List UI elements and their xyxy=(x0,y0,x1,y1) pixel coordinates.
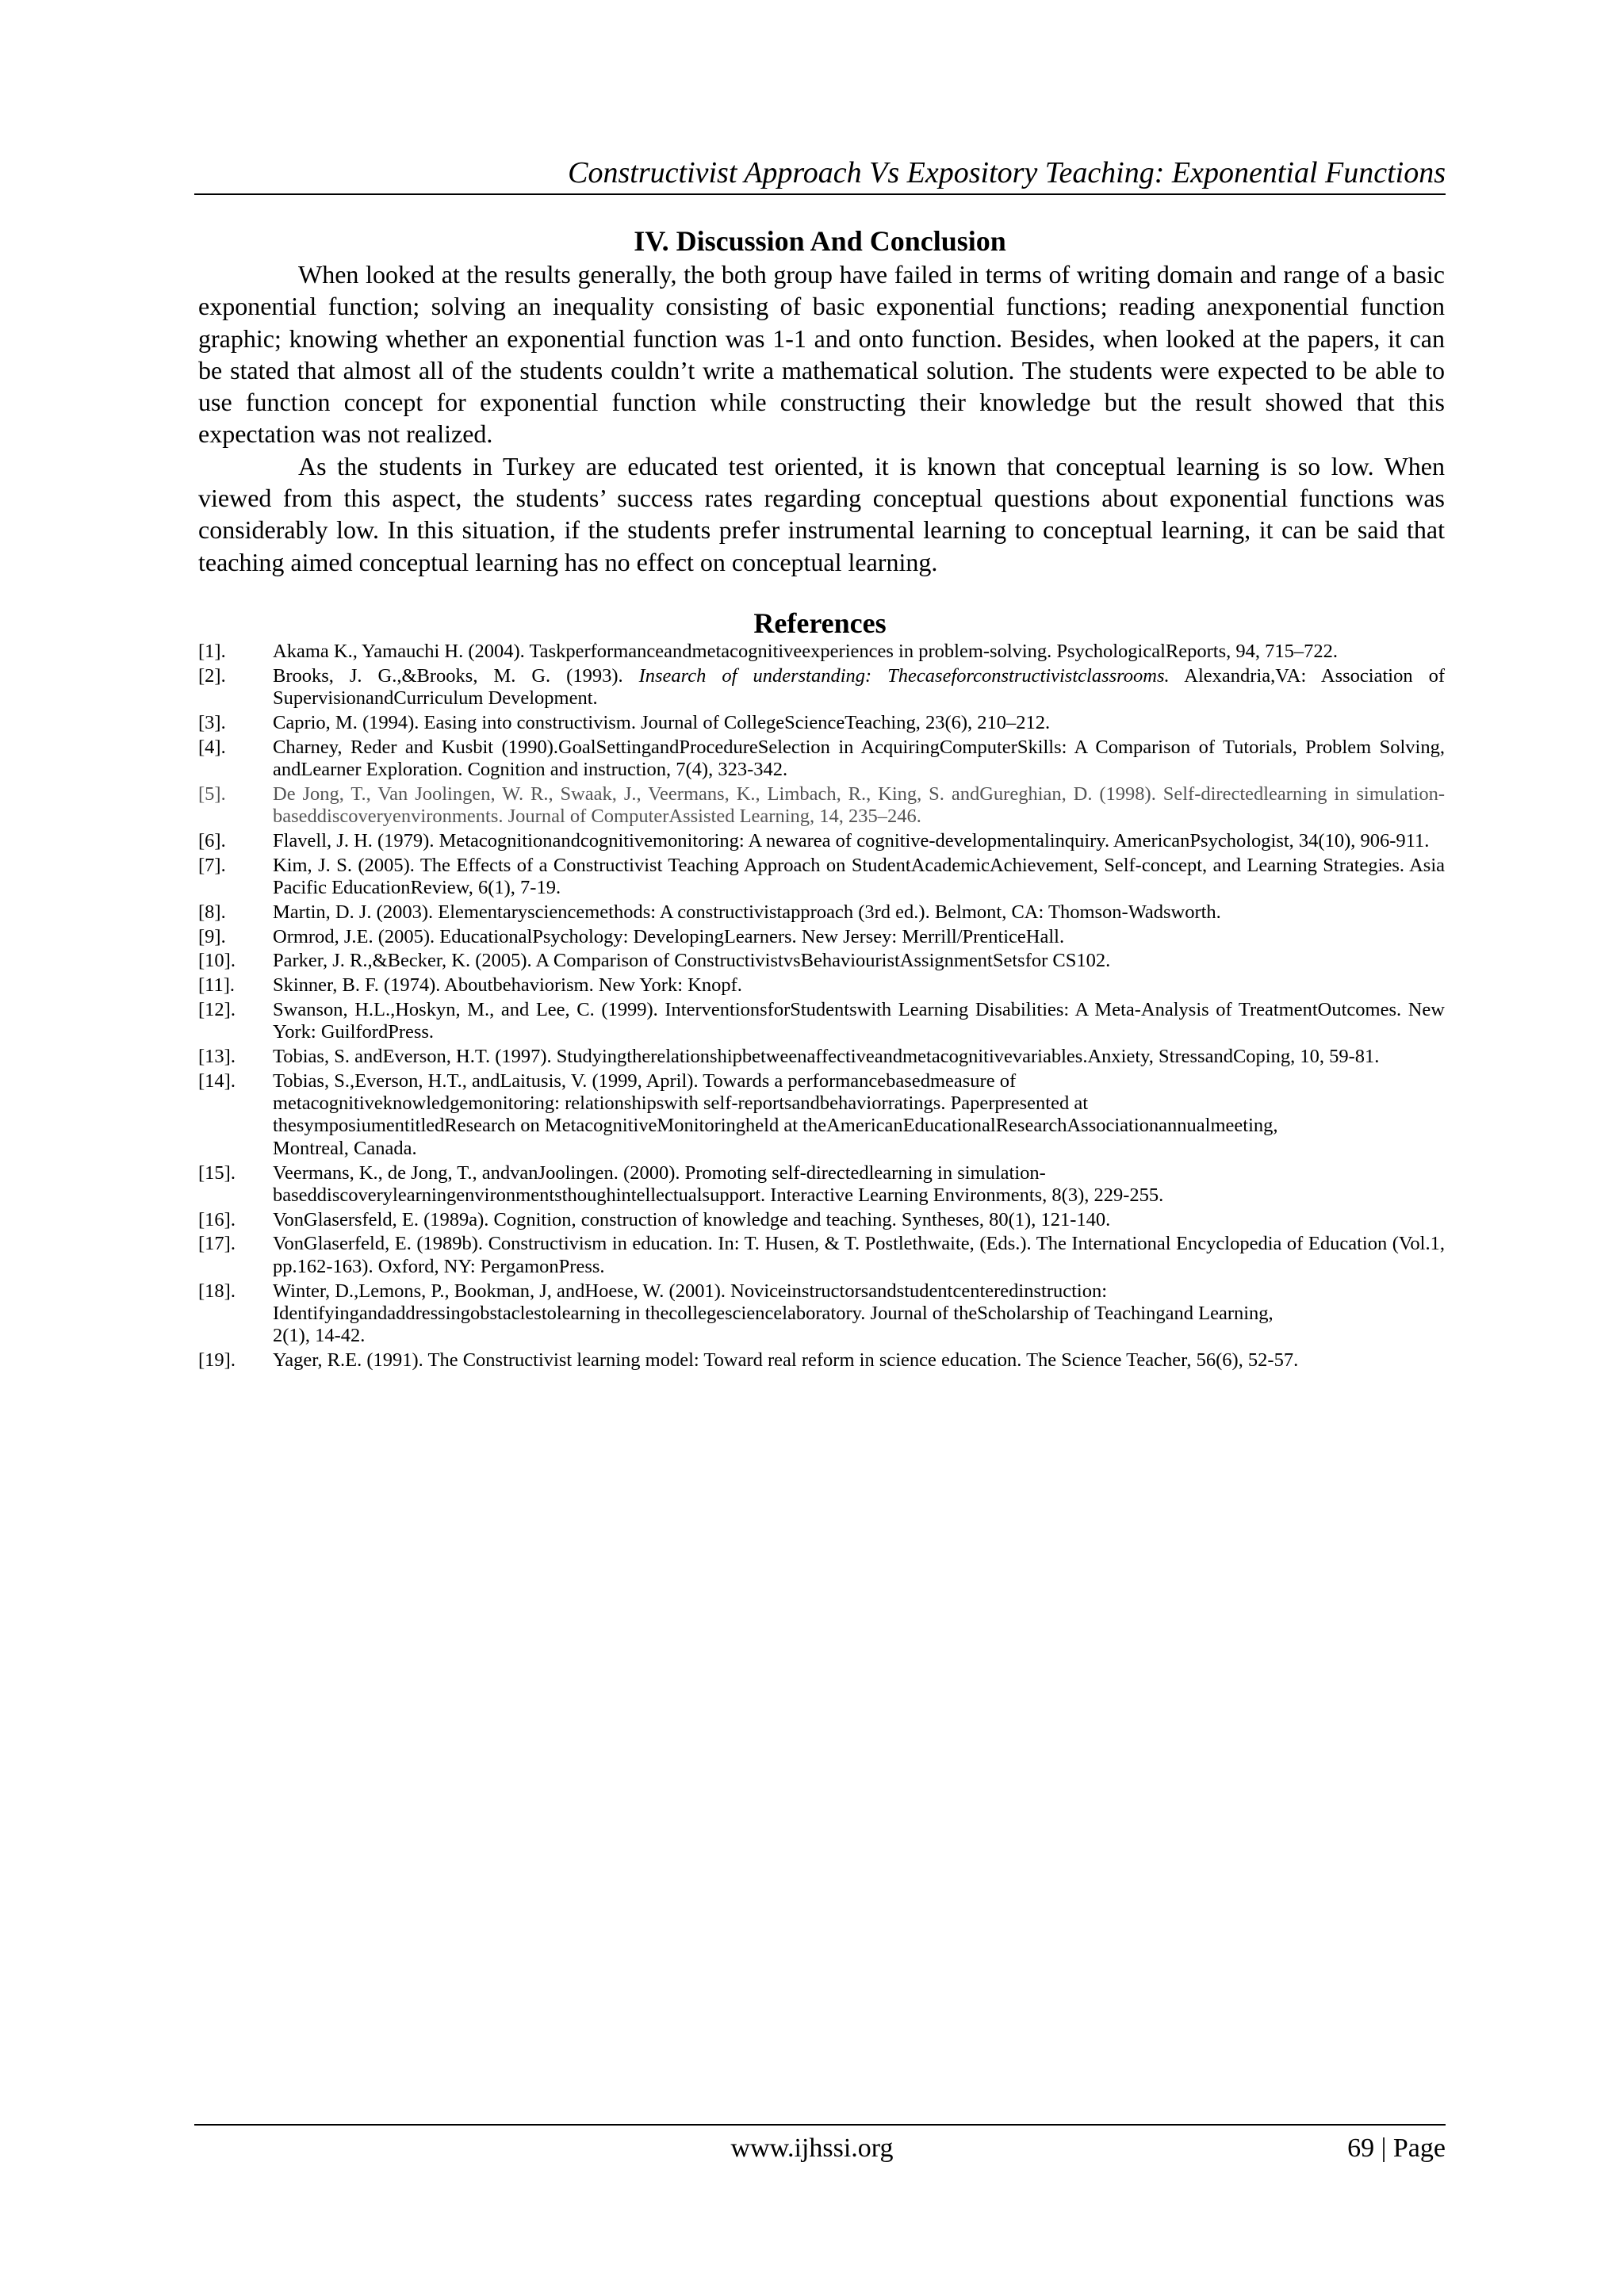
reference-text: Yager, R.E. (1991). The Constructivist learning model: Toward real reform in science education. The Science Teacher, 56(6), 52-57. xyxy=(273,1349,1299,1371)
reference-item xyxy=(198,737,1445,782)
reference-item xyxy=(198,1070,1445,1160)
reference-book-title: Insearch of understanding: Thecaseforconstructivistclassrooms. xyxy=(638,664,1170,687)
reference-number: [19]. xyxy=(198,1349,236,1371)
reference-item xyxy=(198,855,1445,900)
reference-text: Martin, D. J. (2003). Elementarysciencemethods: A constructivistapproach (3rd ed.). Belmont, CA: Thomson-Wadsworth. xyxy=(273,901,1221,923)
reference-text: Caprio, M. (1994). Easing into constructivism. Journal of CollegeScienceTeaching, 23(6), 210–212. xyxy=(273,711,1051,733)
reference-line: metacognitiveknowledgemonitoring: relationshipswith self-reportsandbehaviorratings. Paperpresented at xyxy=(273,1093,1089,1115)
reference-item xyxy=(198,641,1445,663)
reference-item xyxy=(198,926,1445,948)
footer-rule xyxy=(194,2124,1446,2126)
paragraph: As the students in Turkey are educated test oriented, it is known that conceptual learning is so low. When viewed from this aspect, the students’ success rates regarding conceptual questions about exponential functions was considerably low. In this situation, if the students prefer instrumental learning to conceptual learning, it can be said that teaching aimed conceptual learning has no effect on conceptual learning. xyxy=(198,451,1445,576)
reference-text: Tobias, S. andEverson, H.T. (1997). Studyingtherelationshipbetweenaffectiveandmetacognitivevariables.Anxiety, StressandCoping, 10, 59-81. xyxy=(273,1046,1380,1068)
reference-line: Identifyingandaddressingobstaclestolearning in thecollegesciencelaboratory. Journal of theScholarship of Teachingand Learning, xyxy=(273,1302,1274,1324)
reference-list xyxy=(198,641,1445,1374)
reference-text-part: Alexandria,VA: Association of SupervisionandCurriculum Development. xyxy=(273,664,1446,710)
reference-text: Kim, J. S. (2005). The Effects of a Constructivist Teaching Approach on StudentAcademicAchievement, Self-concept, and Learning Strategies. Asia Pacific EducationReview, 6(1), 7-19. xyxy=(273,854,1445,898)
reference-number: [16]. xyxy=(198,1208,236,1230)
reference-item xyxy=(198,974,1445,997)
reference-item xyxy=(198,665,1445,710)
reference-line: Montreal, Canada. xyxy=(273,1137,417,1159)
reference-text xyxy=(273,665,1445,710)
reference-text xyxy=(273,1070,1445,1160)
reference-item xyxy=(198,901,1445,924)
reference-item xyxy=(198,783,1445,828)
reference-text: Skinner, B. F. (1974). Aboutbehaviorism. New York: Knopf. xyxy=(273,974,742,997)
reference-number: [8]. xyxy=(198,901,226,923)
reference-number: [9]. xyxy=(198,925,226,947)
reference-line: baseddiscoverylearningenvironmentsthoughintellectualsupport. Interactive Learning Environments, 8(3), 229-255. xyxy=(273,1184,1164,1206)
reference-number: [12]. xyxy=(198,998,236,1020)
reference-item xyxy=(198,1209,1445,1231)
reference-line: Winter, D.,Lemons, P., Bookman, J, andHoese, W. (2001). Noviceinstructorsandstudentcenteredinstruction: xyxy=(273,1280,1108,1302)
paragraph: When looked at the results generally, the both group have failed in terms of writing domain and range of a basic exponential function; solving an inequality consisting of basic exponential functions; reading anexponential function graphic; knowing whether an exponential function was 1-1 and onto function. Besides, when looked at the papers, it can be stated that almost all of the students couldn’t write a mathematical solution. The students were expected to be able to use function concept for exponential function while constructing their knowledge but the result showed that this expectation was not realized. xyxy=(198,260,1445,449)
reference-text: Ormrod, J.E. (2005). EducationalPsychology: DevelopingLearners. New Jersey: Merrill/PrenticeHall. xyxy=(273,925,1065,947)
reference-line: Tobias, S.,Everson, H.T., andLaitusis, V. (1999, April). Towards a performancebasedmeasure of xyxy=(273,1070,1017,1092)
reference-number: [17]. xyxy=(198,1233,236,1255)
reference-item xyxy=(198,1162,1445,1207)
reference-item xyxy=(198,1233,1445,1278)
reference-text: VonGlaserfeld, E. (1989b). Constructivism in education. In: T. Husen, & T. Postlethwaite, (Eds.). The International Encyclopedia of Education (Vol.1, pp.162-163). Oxford, NY: PergamonPress. xyxy=(273,1233,1445,1277)
reference-number: [14]. xyxy=(198,1070,236,1092)
reference-line: thesymposiumentitledResearch on MetacognitiveMonitoringheld at theAmericanEducationalResearchAssociationannualmeeting, xyxy=(273,1115,1278,1137)
reference-number: [1]. xyxy=(198,641,226,662)
reference-text: VonGlasersfeld, E. (1989a). Cognition, construction of knowledge and teaching. Syntheses, 80(1), 121-140. xyxy=(273,1208,1111,1230)
reference-item xyxy=(198,712,1445,734)
reference-text: De Jong, T., Van Joolingen, W. R., Swaak, J., Veermans, K., Limbach, R., King, S. andGureghian, D. (1998). Self-directedlearning in simulation-baseddiscoveryenvironments. Journal of ComputerAssisted Learning, 14, 235–246. xyxy=(273,783,1445,828)
footer-url: www.ijhssi.org xyxy=(730,2133,894,2163)
reference-text xyxy=(273,1280,1445,1348)
reference-text: Swanson, H.L.,Hoskyn, M., and Lee, C. (1999). InterventionsforStudentswith Learning Disabilities: A Meta-Analysis of TreatmentOutcomes. New York: GuilfordPress. xyxy=(273,998,1445,1043)
running-title: Constructivist Approach Vs Expository Teaching: Exponential Functions xyxy=(194,152,1446,195)
reference-item xyxy=(198,830,1445,852)
reference-number: [15]. xyxy=(198,1161,236,1184)
section-title: IV. Discussion And Conclusion xyxy=(634,225,1006,257)
reference-number: [7]. xyxy=(198,854,226,876)
reference-item xyxy=(198,1046,1445,1068)
references-title: References xyxy=(753,607,887,639)
reference-item xyxy=(198,999,1445,1044)
reference-number: [11]. xyxy=(198,974,236,997)
reference-number: [10]. xyxy=(198,950,236,972)
reference-item xyxy=(198,950,1445,972)
reference-item xyxy=(198,1349,1445,1372)
reference-text-part: Brooks, J. G.,&Brooks, M. G. (1993). xyxy=(273,664,639,687)
reference-text: Flavell, J. H. (1979). Metacognitionandcognitivemonitoring: A newarea of cognitive-developmentalinquiry. AmericanPsychologist, 34(10), 906-911. xyxy=(273,829,1430,851)
reference-number: [6]. xyxy=(198,829,226,851)
reference-number: [18]. xyxy=(198,1280,236,1302)
reference-number: [2]. xyxy=(198,664,226,687)
reference-line: 2(1), 14-42. xyxy=(273,1325,366,1347)
reference-number: [5]. xyxy=(198,783,226,805)
page-number: 69 | Page xyxy=(1347,2133,1446,2163)
reference-text: Charney, Reder and Kusbit (1990).GoalSettingandProcedureSelection in AcquiringComputerSkills: A Comparison of Tutorials, Problem Solving, andLearner Exploration. Cognition and instruction, 7(4), 323-342. xyxy=(273,736,1445,780)
reference-text xyxy=(273,1162,1445,1207)
reference-number: [4]. xyxy=(198,736,226,758)
discussion-body xyxy=(198,258,1445,578)
reference-text: Parker, J. R.,&Becker, K. (2005). A Comparison of ConstructivistvsBehaviouristAssignmentSetsfor CS102. xyxy=(273,950,1111,972)
reference-line: Veermans, K., de Jong, T., andvanJoolingen. (2000). Promoting self-directedlearning in simulation- xyxy=(273,1161,1046,1184)
reference-number: [13]. xyxy=(198,1046,236,1068)
reference-number: [3]. xyxy=(198,711,226,733)
reference-item xyxy=(198,1280,1445,1348)
reference-text: Akama K., Yamauchi H. (2004). Taskperformanceandmetacognitiveexperiences in problem-solving. PsychologicalReports, 94, 715–722. xyxy=(273,641,1338,662)
